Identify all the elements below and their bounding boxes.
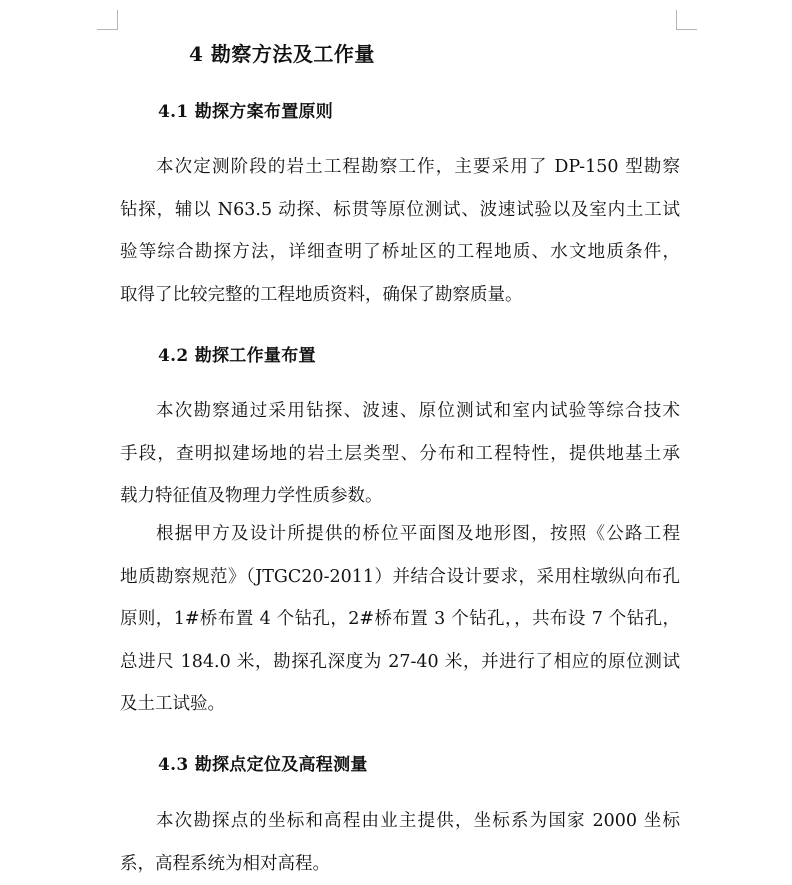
paragraph-line: 验等综合勘探方法，详细查明了桥址区的工程地质、水文地质条件， (120, 231, 680, 274)
section-heading: 4.1 勘探方案布置原则 (158, 97, 333, 122)
paragraph-line: 系，高程系统为相对高程。 (120, 843, 680, 885)
paragraph-line: 总进尺 184.0 米，勘探孔深度为 27-40 米，并进行了相应的原位测试 (120, 641, 680, 684)
crop-mark-top-left (97, 29, 118, 30)
paragraph (120, 800, 680, 885)
paragraph-line: 本次勘察通过采用钻探、波速、原位测试和室内试验等综合技术 (120, 390, 680, 433)
paragraph (120, 390, 680, 518)
paragraph-line: 根据甲方及设计所提供的桥位平面图及地形图，按照《公路工程 (120, 513, 680, 556)
paragraph-line: 取得了比较完整的工程地质资料，确保了勘察质量。 (120, 274, 680, 317)
paragraph-line: 地质勘察规范》（JTGC20-2011）并结合设计要求，采用柱墩纵向布孔 (120, 556, 680, 599)
paragraph-line: 载力特征值及物理力学性质参数。 (120, 475, 680, 518)
paragraph-line: 本次定测阶段的岩土工程勘察工作，主要采用了 DP-150 型勘察 (120, 146, 680, 189)
paragraph (120, 513, 680, 726)
paragraph-line: 手段，查明拟建场地的岩土层类型、分布和工程特性，提供地基土承 (120, 433, 680, 476)
section-heading: 4.3 勘探点定位及高程测量 (158, 750, 368, 775)
crop-mark-top-right (676, 10, 677, 30)
paragraph (120, 146, 680, 316)
paragraph-line: 及土工试验。 (120, 683, 680, 726)
paragraph-line: 钻探，辅以 N63.5 动探、标贯等原位测试、波速试验以及室内土工试 (120, 189, 680, 232)
crop-mark-top-right (676, 29, 697, 30)
section-heading: 4.2 勘探工作量布置 (158, 341, 316, 366)
chapter-title: 4 勘察方法及工作量 (189, 38, 375, 67)
crop-mark-top-left (117, 10, 118, 30)
paragraph-line: 本次勘探点的坐标和高程由业主提供，坐标系为国家 2000 坐标 (120, 800, 680, 843)
paragraph-line: 原则，1#桥布置 4 个钻孔，2#桥布置 3 个钻孔，，共布设 7 个钻孔， (120, 598, 680, 641)
